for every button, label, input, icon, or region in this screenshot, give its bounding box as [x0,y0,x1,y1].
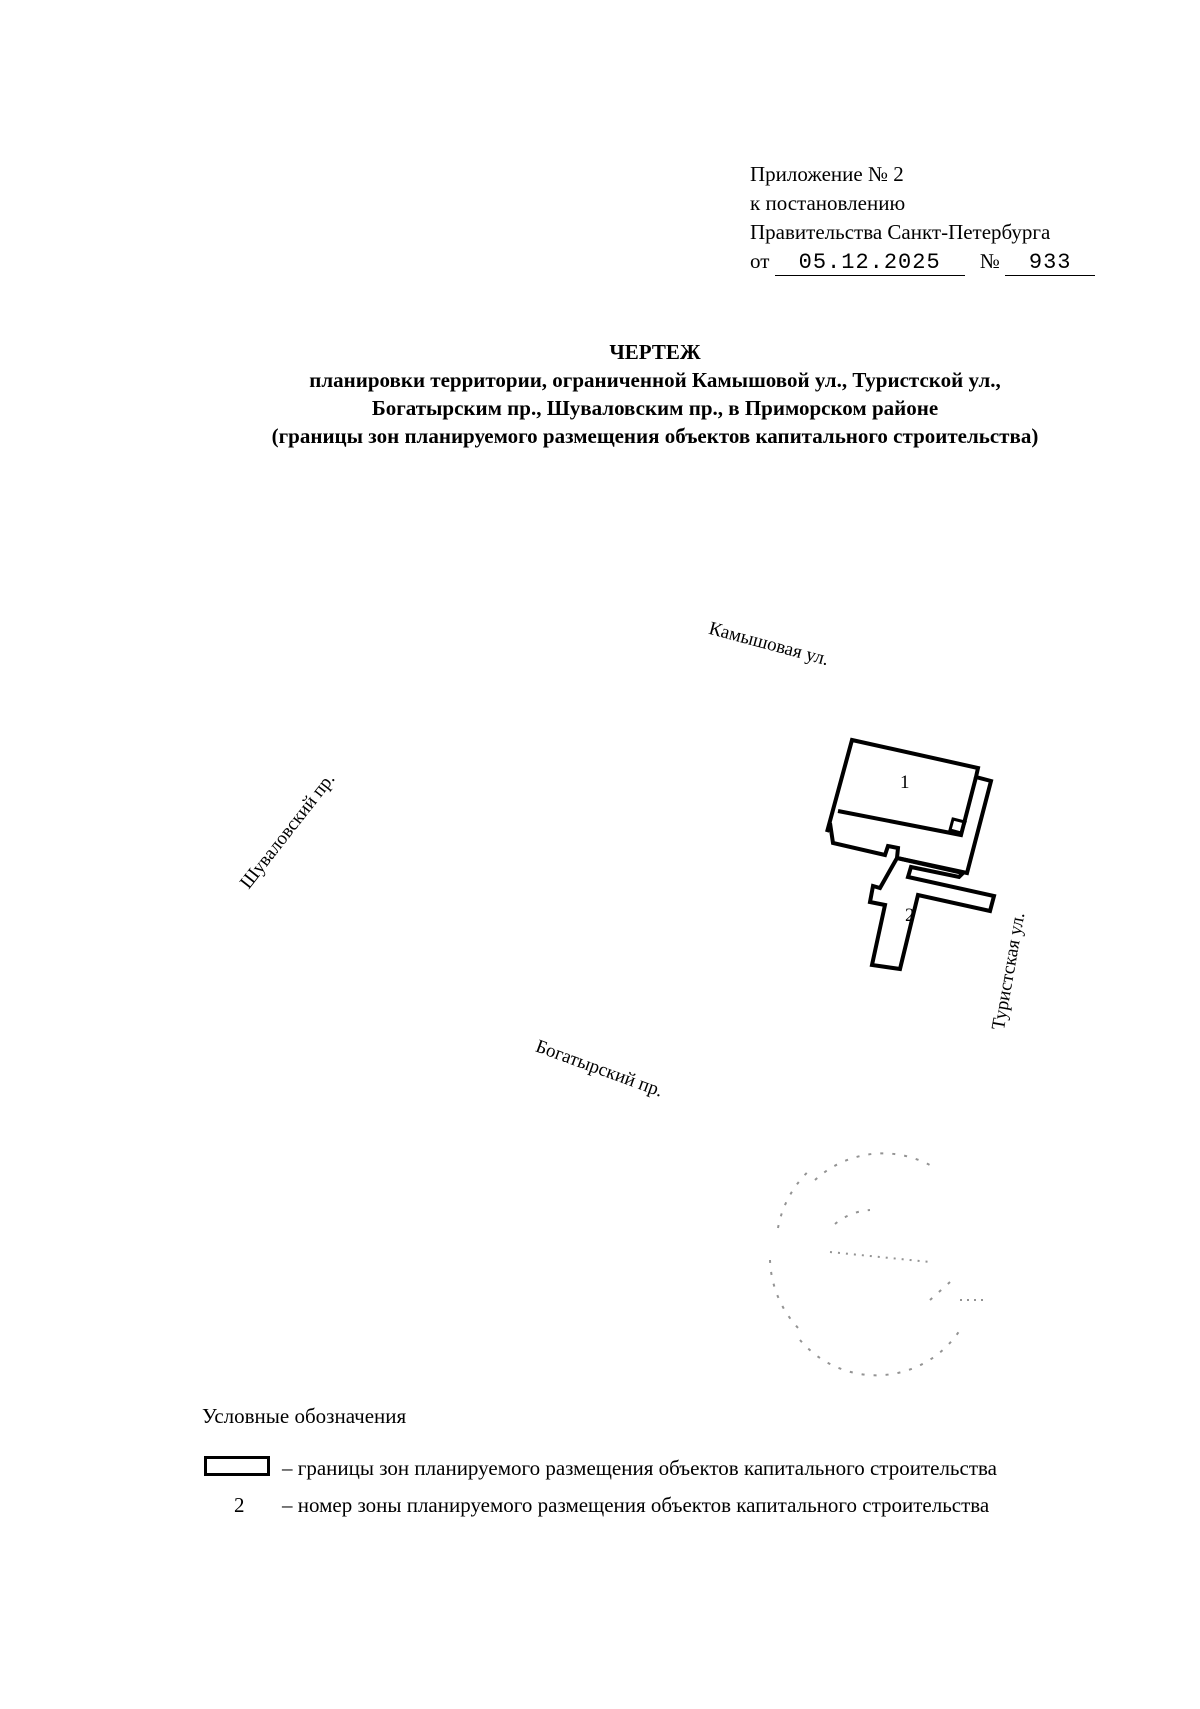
resolution-label: к постановлению [750,191,906,215]
legend-number-text: – номер зоны планируемого размещения объектов капитального строительства [282,1493,990,1517]
title-heading: ЧЕРТЕЖ [609,340,701,364]
zone-boundary-2 [870,858,994,969]
zone-number-2: 2 [905,905,915,926]
resolution-date: 05.12.2025 [775,251,965,276]
title-line-1: планировки территории, ограниченной Камышовой ул., Туристской ул., [309,368,1001,392]
street-label-shuvalovsky: Шуваловский пр. [236,768,340,893]
official-stamp [770,1153,985,1375]
title-line-2: Богатырским пр., Шуваловским пр., в Приморском районе [371,396,939,420]
zone-boundary-1 [827,740,991,873]
zone-number-1: 1 [900,772,910,793]
legend-boundary-symbol [204,1456,270,1476]
street-label-bogatyrsky: Богатырский пр. [532,1036,666,1102]
legend-boundary-text: – границы зон планируемого размещения объектов капитального строительства [282,1456,997,1480]
number-prefix: № [979,249,1000,273]
date-prefix: от [750,249,770,273]
appendix-label: Приложение № 2 [750,162,904,186]
legend-number-symbol: 2 [234,1493,245,1517]
government-label: Правительства Санкт-Петербурга [750,220,1051,244]
legend-title: Условные обозначения [202,1404,407,1428]
street-label-kamyshovaya: Камышовая ул. [706,618,832,671]
title-line-3: (границы зон планируемого размещения объектов капитального строительства) [271,424,1039,448]
resolution-number: 933 [1005,251,1095,276]
street-label-turistskaya: Туристская ул. [988,910,1030,1032]
